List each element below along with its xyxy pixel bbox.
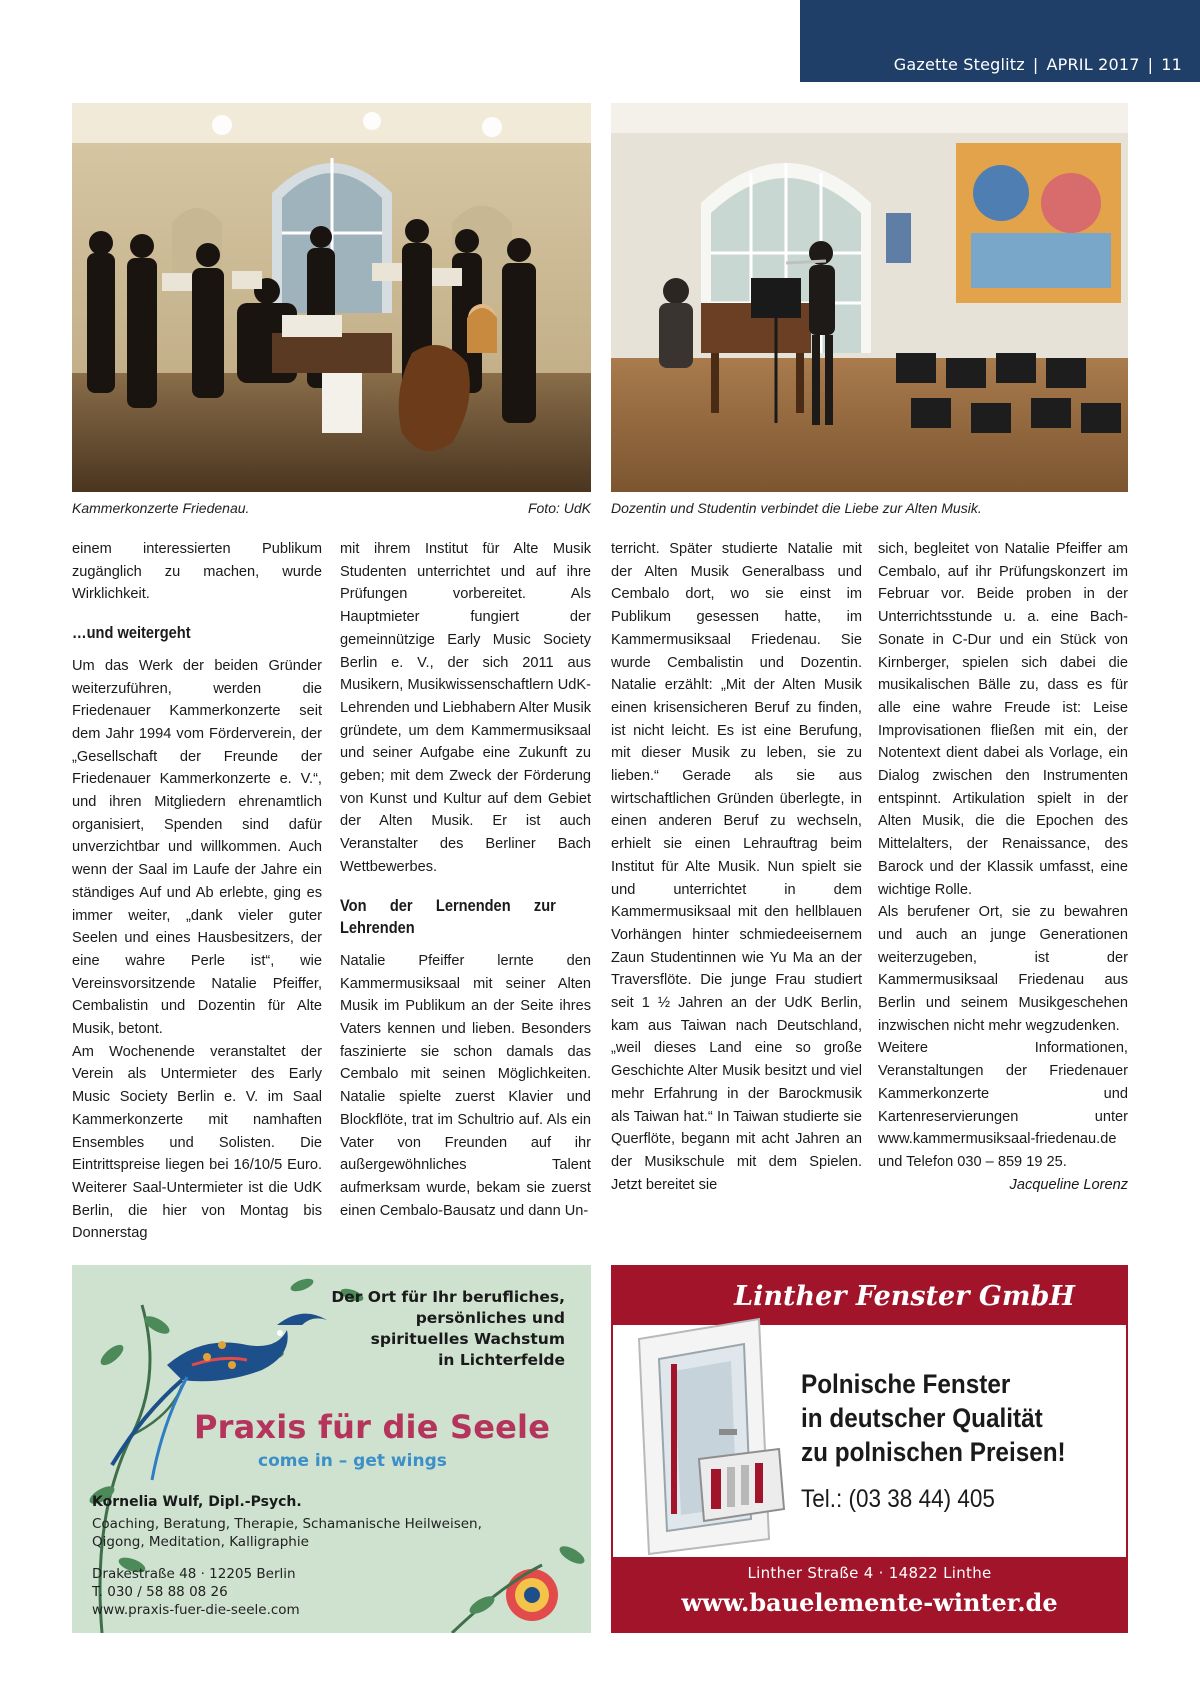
praxis-brand: Praxis für die Seele bbox=[194, 1408, 551, 1446]
article-column-1 bbox=[72, 538, 322, 1245]
linther-headline: Polnische Fenster in deutscher Qualität zu polnischen Preisen! bbox=[801, 1369, 1066, 1467]
article-paragraph: Um das Werk der beiden Gründer weiterzuführen, werden die Friedenauer Kammerkonzerte seit dem Jahr 1994 vom Förderverein, der „Gesellschaft der Freunde der Friedenauer Kammerkonzerte e. V.“, und ihren Mitgliedern ehrenamtlich organisiert, Spenden sind dafür unverzichtbar und willkommen. Auch wenn der Saal im Laufe der Jahre ein ständiges Auf und Ab erlebte, ging es immer weiter, „dank vieler guter Seelen und eines Hausbesitzers, der eine wahre Perle ist“, wie Vereinsvorsitzende Natalie Pfeiffer, Cembalistin und Dozentin für Alte Musik, betont. bbox=[72, 657, 322, 1038]
photo-caption-right: Dozentin und Studentin verbindet die Liebe zur Alten Musik. bbox=[611, 500, 982, 516]
section-heading: Von der Lernenden zur Lehrenden bbox=[340, 895, 556, 938]
praxis-slogan: come in – get wings bbox=[258, 1451, 447, 1471]
section-heading: …und weitergeht bbox=[72, 623, 191, 643]
page-header bbox=[800, 0, 1200, 82]
window-profile-icon bbox=[619, 1309, 789, 1559]
linther-company-name: Linther Fenster GmbH bbox=[613, 1267, 1126, 1325]
page-number: 11 bbox=[1161, 55, 1182, 74]
publication-name: Gazette Steglitz bbox=[893, 55, 1025, 74]
praxis-services: Coaching, Beratung, Therapie, Schamanische Heilweisen, Qigong, Meditation, Kalligraphie bbox=[92, 1516, 482, 1550]
issue-date: APRIL 2017 bbox=[1046, 55, 1140, 74]
article-paragraph: sich, begleitet von Natalie Pfeiffer am Cembalo, auf ihr Prüfungskonzert im Februar vor. Beide proben in der Unterrichtsstunde u. a. eine Bach-Sonate in C-Dur und ein Stück von Kirnberger, spielen sich dabei die musikalischen Bälle zu, dass es für alle eine wahre Freude ist: Leise Improvisationen fließen mit ein, der Notentext dient dabei als Vorlage, ein Dialog zwischen den Instrumenten entspinnt. Artikulation spielt in der Alten Musik, die die Epochen des Mittelalters, der Renaissance, des Barock und der Klassik umfasst, eine wichtige Rolle. bbox=[878, 541, 1128, 898]
header-separator: | bbox=[1032, 55, 1039, 74]
article-column-3 bbox=[611, 538, 862, 1196]
article-paragraph: Natalie Pfeiffer lernte den Kammermusiksaal mit seiner Alten Musik im Publikum an der Seite ihres Vaters kennen und lieben. Besonders faszinierte sie schon damals das Cembalo mit seinen Möglichkeiten. Natalie spielte zuerst Klavier und Blockflöte, trat im Schultrio auf. Als ein Vater von Freunden auf ihr außergewöhnliches Talent aufmerksam wurde, bekam sie zuerst einen Cembalo-Bausatz und dann Un- bbox=[340, 952, 591, 1219]
photo-caption-left: Kammerkonzerte Friedenau. bbox=[72, 500, 250, 516]
article-paragraph: Am Wochenende veranstaltet der Verein als Untermieter des Early Music Society Berlin e. V. im Saal Kammerkonzerte mit namhaften Ensembles und Solisten. Die Eintrittspreise liegen bei 16/10/5 Euro. Weiterer Saal-Untermieter ist die UdK Berlin, die hier von Montag bis Donnerstag bbox=[72, 1043, 322, 1242]
article-paragraph: mit ihrem Institut für Alte Musik Studenten unterrichtet und auf ihre Prüfungen vorbereitet. Als Hauptmieter fungiert der gemeinnützige Early Music Society Berlin e. V., der sich 2011 aus Musikern, Musikwissenschaftlern UdK-Lehrenden und Liebhabern Alter Musik gründete, um dem Kammermusiksaal und seiner Aufgabe eine Zukunft zu geben; mit dem Zweck der Förderung von Kunst und Kultur auf dem Gebiet der Alten Musik. Er ist auch Veranstalter des Berliner Bach Wettbewerbes. bbox=[340, 541, 591, 875]
linther-phone[interactable]: Tel.: (03 38 44) 405 bbox=[801, 1485, 995, 1513]
praxis-contact-person: Kornelia Wulf, Dipl.-Psych. bbox=[92, 1494, 302, 1510]
article-paragraph: einem interessierten Publikum zugänglich zu machen, wurde Wirklichkeit. bbox=[72, 541, 322, 603]
linther-footer bbox=[613, 1557, 1126, 1631]
praxis-address[interactable]: Drakestraße 48 · 12205 Berlin T. 030 / 58 88 08 26 www.praxis-fuer-die-seele.com bbox=[92, 1566, 300, 1618]
article-author: Jacqueline Lorenz bbox=[1009, 1176, 1128, 1193]
linther-website-link[interactable]: www.bauelemente-winter.de bbox=[681, 1588, 1058, 1617]
praxis-tagline: Der Ort für Ihr berufliches, persönliches und spirituelles Wachstum in Lichterfelde bbox=[331, 1288, 565, 1369]
article-paragraph: Weitere Informationen, Veranstaltungen der Friedenauer Kammerkonzerte und Kartenreservierungen unter www.kammermusiksaal-friedenau.de und Telefon 030 – 859 19 25. bbox=[878, 1040, 1128, 1170]
praxis-advertisement[interactable] bbox=[72, 1265, 591, 1633]
concert-photo bbox=[72, 103, 591, 492]
article-paragraph: terricht. Später studierte Natalie mit der Alten Musik Generalbass und Cembalo dort, wo sie einst im Publikum gesessen hatte, im Kammermusiksaal Friedenau. Sie wurde Cembalistin und Dozentin. Natalie erzählt: „Mit der Alten Musik einen krisensicheren Beruf zu finden, ist nicht leicht. Es ist eine Berufung, mit dieser Musik zu leben, sie zu lieben.“ Gerade als sie aus wirtschaftlichen Gründen überlegte, in einen anderen Beruf zu wechseln, erhielt sie einen Lehrauftrag beim Institut für Alte Musik. Nun spielt sie und unterrichtet in dem Kammermusiksaal mit den hellblauen Vorhängen hinter schmiedeeisernem Zaun Studentinnen wie Yu Ma an der Traversflöte. Die junge Frau studiert seit 1 ½ Jahren an der UdK Berlin, kam aus Taiwan nach Deutschland, „weil dieses Land eine so große Geschichte Alter Musik besitzt und viel mehr Erfahrung in der Barockmusik als Taiwan hat.“ In Taiwan studierte sie Querflöte, begann mit acht Jahren an der Musikschule mit dem Spielen. Jetzt bereitet sie bbox=[611, 541, 862, 1193]
photo-credit: Foto: UdK bbox=[527, 500, 591, 516]
article-column-4 bbox=[878, 538, 1128, 1196]
lesson-photo bbox=[611, 103, 1128, 492]
header-separator: | bbox=[1147, 55, 1154, 74]
article-paragraph: Als berufener Ort, sie zu bewahren und auch an junge Generationen weiterzugeben, ist der Kammermusiksaal Friedenau aus Berlin und seinem Musikgeschehen inzwischen nicht mehr wegzudenken. bbox=[878, 904, 1128, 1034]
article-column-2 bbox=[340, 538, 591, 1222]
linther-advertisement[interactable] bbox=[611, 1265, 1128, 1633]
linther-address: Linther Straße 4 · 14822 Linthe bbox=[747, 1564, 992, 1582]
